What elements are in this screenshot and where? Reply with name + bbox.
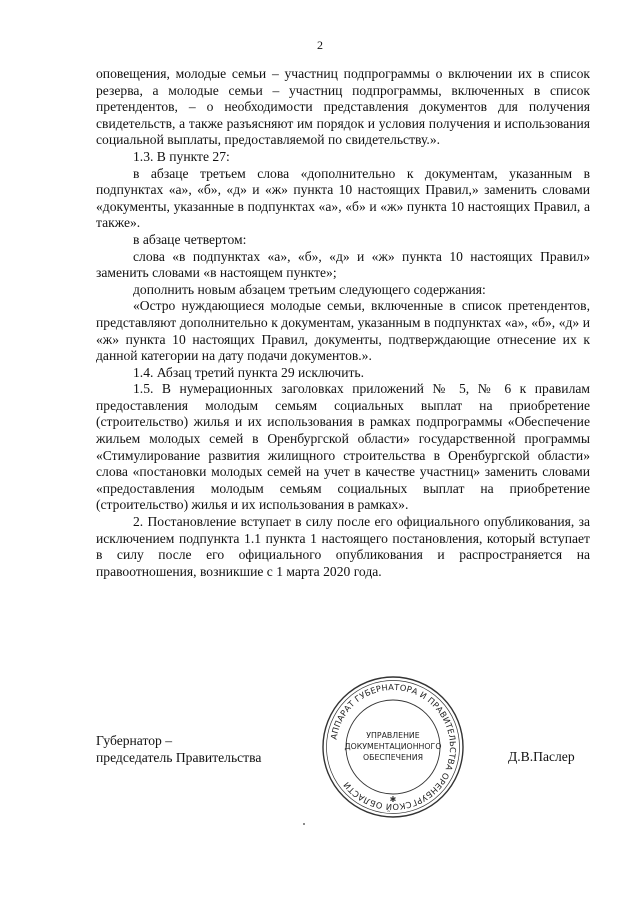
seal-line-3: ОБЕСПЕЧЕНИЯ	[362, 753, 424, 762]
document-body	[96, 66, 590, 580]
paragraph-continuation: оповещения, молодые семьи – участниц подпрограммы о включении их в список резерва, а молодые семьи – участниц подпрограммы, включенных в список претендентов, – о необходимости представления документов для получения свидетельств, а также разъясняют им порядок и условия получения и использования социальной выплаты, предоставляемой по свидетельству.».	[96, 66, 590, 148]
signature-name: Д.В.Паслер	[508, 749, 575, 764]
paragraph-add-new: дополнить новым абзацем третьим следующего содержания:	[133, 281, 486, 297]
seal-line-1: УПРАВЛЕНИЕ	[366, 731, 420, 740]
paragraph-item-1-3: 1.3. В пункте 27:	[133, 148, 230, 164]
seal-graphic	[318, 672, 468, 822]
page-number: 2	[317, 38, 323, 52]
paragraph-words: слова «в подпунктах «а», «б», «д» и «ж» пункта 10 настоящих Правил» заменить словами «в настоящем пункте»;	[96, 248, 590, 281]
seal-star-icon: ✱	[389, 795, 397, 804]
seal-ring-text: АППАРАТ ГУБЕРНАТОРА И ПРАВИТЕЛЬСТВА ОРЕНБУРГСКОЙ ОБЛАСТИ	[328, 681, 459, 813]
signature-position-line2: председатель Правительства	[96, 749, 262, 765]
paragraph-abzac-4: в абзаце четвертом:	[133, 231, 247, 247]
signature-position-line1: Губернатор –	[96, 733, 173, 748]
official-seal	[318, 672, 468, 822]
paragraph-item-1-5: 1.5. В нумерационных заголовках приложений № 5, № 6 к правилам предоставления молодым семьям социальных выплат на приобретение (строительство) жилья и их использования в рамках подпрограммы «Обеспечение жильем молодых семей в Оренбургской области» государственной программы «Стимулирование развития жилищного строительства в Оренбургской области» слова «постановки молодых семей на учет в качестве участниц» заменить словами «предоставления молодым семьям социальных выплат на приобретение (строительство) жилья и их использования в рамках».	[96, 381, 590, 513]
paragraph-item-2: 2. Постановление вступает в силу после его официального опубликования, за исключением подпункта 1.1 пункта 1 настоящего постановления, который вступает в силу после его официального опубликования и распространяется на правоотношения, возникшие с 1 марта 2020 года.	[96, 514, 590, 579]
paragraph-item-1-4: 1.4. Абзац третий пункта 29 исключить.	[133, 364, 365, 380]
paragraph-quote: «Остро нуждающиеся молодые семьи, включенные в список претендентов, представляют дополнительно к документам, указанным в подпунктах «а», «б», «д» и «ж» пункта 10 настоящих Правил, документы, подтверждающие отнесение их к данной категории на дату подачи документов.».	[96, 298, 590, 364]
signature-position	[96, 733, 261, 766]
seal-line-2: ДОКУМЕНТАЦИОННОГО	[344, 742, 442, 751]
scan-speck	[303, 823, 305, 825]
paragraph-abzac-3: в абзаце третьем слова «дополнительно к документам, указанным в подпунктах «а», «б», «д» и «ж» пункта 10 настоящих Правил,» заменить словами «документы, указанные в подпунктах «а», «б» и «ж» пункта 10 настоящих Правил, а также».	[96, 165, 590, 231]
